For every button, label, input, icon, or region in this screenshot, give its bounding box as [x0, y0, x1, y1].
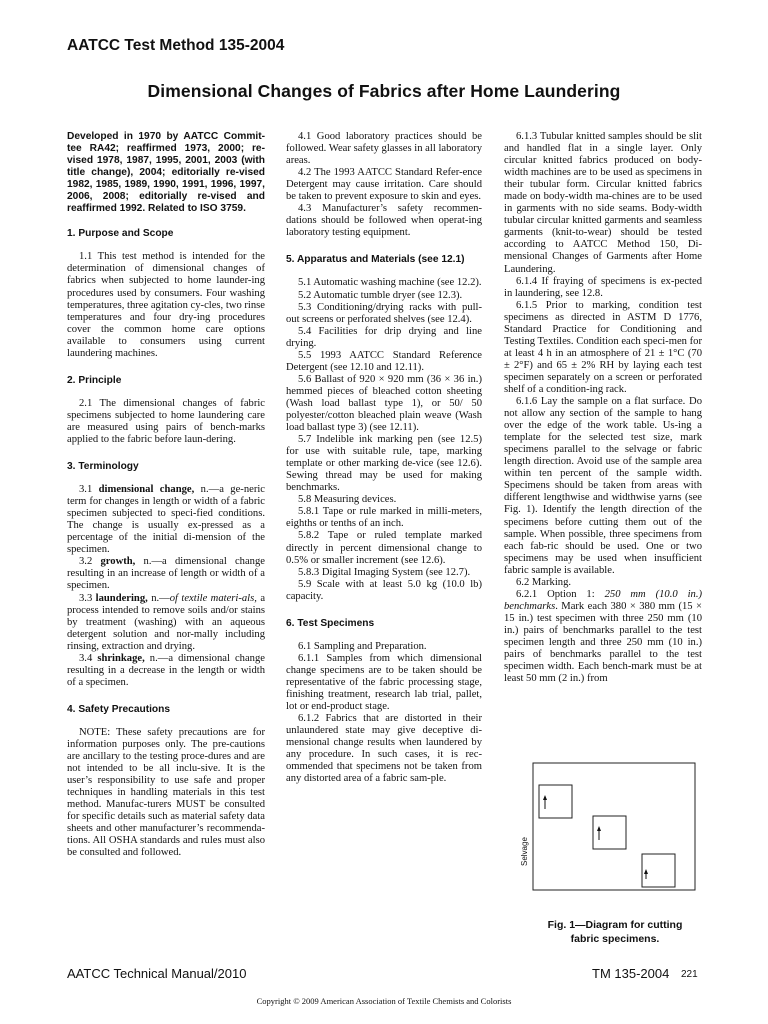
paragraph-5-8: 5.8 Measuring devices. [298, 494, 397, 506]
paragraph-5-3: 5.3 Conditioning/drying racks with pull-out screens or perforated shelves (see 12.4). [286, 301, 482, 325]
specimen-3 [642, 854, 675, 887]
paragraph-5-4: 5.4 Facilities for drip drying and line drying. [286, 325, 482, 349]
paragraph-5-7: 5.7 Indelible ink marking pen (see 12.5) for use with suitable rule, tape, marking template or other marking de-vice (see 12.6). Sewing thread may be used for making benchmarks. [286, 434, 482, 494]
paragraph-5-2: 5.2 Automatic tumble dryer (see 12.3). [298, 289, 463, 301]
column-1 [67, 131, 265, 859]
paragraph-6-2: 6.2 Marking. [516, 576, 572, 588]
paragraph-5-8-2: 5.8.2 Tape or ruled template marked directly in percent dimensional change to 0.5% or smaller increment (see 12.6). [286, 530, 482, 566]
length-direction-arrow-icon [597, 826, 601, 840]
specimen-1 [539, 785, 572, 818]
paragraph-5-8-3: 5.8.3 Digital Imaging System (see 12.7). [298, 566, 471, 578]
paragraph-2-1: 2.1 The dimensional changes of fabric specimens subjected to home laundering care are measured using pairs of bench-marks applied to the fabric before laun-dering. [67, 397, 265, 445]
paragraph-6-1-3: 6.1.3 Tubular knitted samples should be slit and handled flat in a single layer. Only circular knitted fabrics produced on body-width machines are to be used as specimens in their tubular form. Circular knitted fabrics made on body-width ma-chines are to be used in garments with no side seams. Body-width tubular circular knitted garments and seamless garments (knit-to-wear) should be tested according to AATCC Method 150, Di-mensional Changes of Garments after Home Laundering. [504, 131, 702, 275]
length-direction-arrow-icon [543, 795, 547, 809]
fabric-sample-outline [533, 763, 695, 890]
specimen-2 [593, 816, 626, 849]
paragraph-6-2-1: 6.2.1 Option 1: 250 mm (10.0 in.) benchmarks. Mark each 380 × 380 mm (15 × 15 in.) test specimen with three 250 mm (10 in.) pairs of benchmarks parallel to the test specimen length and three 250 mm (10 in.) pairs of benchmarks parallel to the test specimen width. Each bench-mark must be at least 50 mm (2 in.) from [504, 588, 702, 685]
term-growth: 3.2 growth, n.—a dimensional change resulting in an increase of length or width of a specimen. [67, 556, 265, 592]
section-heading-purpose: 1. Purpose and Scope [67, 228, 174, 240]
section-heading-terminology: 3. Terminology [67, 461, 139, 473]
paragraph-5-6: 5.6 Ballast of 920 × 920 mm (36 × 36 in.) hemmed pieces of bleached cotton sheeting (Wash load ballast type 1), or 50/ 50 polyester/cotton bleached plain weave (Wash load ballast type 3) (see 12.11). [286, 373, 482, 434]
term-laundering: 3.3 laundering, n.—of textile materi-als, a process intended to remove soils and/or stains by treatment (washing) with an aqueous detergent solution and nor-mally including rinsing, extraction and drying. [67, 592, 266, 652]
page-number: 221 [681, 969, 698, 980]
column-2 [286, 131, 482, 785]
specimen-cutting-diagram [520, 762, 697, 892]
selvage-label: Selvage [520, 837, 529, 866]
copyright-notice: Copyright © 2009 American Association of Textile Chemists and Colorists [256, 996, 512, 1006]
paragraph-6-1-1: 6.1.1 Samples from which dimensional change specimens are to be taken should be representative of the fabric processing stage, finishing treatment, research lab trial, pallet, lot or end-product stage. [286, 652, 482, 713]
term-shrinkage: 3.4 shrinkage, n.—a dimensional change resulting in a decrease in the length or width of a specimen. [67, 652, 265, 688]
paragraph-4-1: 4.1 Good laboratory practices should be followed. Wear safety glasses in all laboratory areas. [286, 131, 482, 167]
paragraph-5-9: 5.9 Scale with at least 5.0 kg (10.0 lb) capacity. [286, 578, 482, 602]
paragraph-6-1-6: 6.1.6 Lay the sample on a flat surface. Do not allow any section of the sample to hang over the edge of the work table. Us-ing a template for the selected test size, mark specimens parallel to the selvage or fabric length direction. Avoid use of the sample area within ten percent of the sample width. Specimens should be taken from areas with different lengthwise and widthwise yarns (see Fig. 1). Identify the length direction of the specimens before cutting them out of the sample. When possible, three specimens from each fab-ric should be used. One or two specimens may be used when insufficient fabric sample is available. [504, 396, 702, 576]
safety-note: NOTE: These safety precautions are for information purposes only. The pre-cautions are ancillary to the testing proce-dures and are not intended to be all inclu-sive. It is the user’s responsibility to use safe and proper techniques in handling materials in this test method. Manufac-turers MUST be consulted for specific details such as material safety data sheets and other manufacturer’s recommenda-tions. All OSHA standards and rules must also be consulted and followed. [67, 726, 265, 859]
paragraph-6-1-4: 6.1.4 If fraying of specimens is ex-pected in laundering, see 12.8. [504, 275, 702, 299]
column-3 [504, 131, 702, 685]
section-heading-principle: 2. Principle [67, 374, 122, 386]
section-heading-safety: 4. Safety Precautions [67, 703, 171, 715]
paragraph-5-5: 5.5 1993 AATCC Standard Reference Detergent (see 12.10 and 12.11). [286, 349, 482, 373]
page-title: Dimensional Changes of Fabrics after Home Laundering [147, 81, 621, 101]
development-history: Developed in 1970 by AATCC Commit-tee RA42; reaffirmed 1973, 2000; re-vised 1978, 1987, 1995, 2001, 2003 (with title change), 2004; editorially re-vised 1982, 1985, 1989, 1990, 1991, 1996, 1997, 2006, 2008; editorially re-vised and reaffirmed 1992. Related to ISO 3759. [67, 131, 265, 215]
section-heading-apparatus: 5. Apparatus and Materials (see 12.1) [286, 254, 465, 266]
paragraph-6-1-2: 6.1.2 Fabrics that are distorted in their unlaundered state may give deceptive di-mensional change results when laundered by any procedure. In such cases, it is rec-ommended that specimens not be taken from any distorted area of a fabric sam-ple. [286, 713, 482, 785]
length-direction-arrow-icon [644, 869, 648, 879]
paragraph-5-8-1: 5.8.1 Tape or rule marked in milli-meters, eighths or tenths of an inch. [286, 506, 482, 530]
paragraph-4-3: 4.3 Manufacturer’s safety recommen-dations should be followed when operat-ing laboratory testing equipment. [286, 203, 482, 239]
paragraph-1-1: 1.1 This test method is intended for the determination of dimensional changes of fabrics when subjected to home launder-ing procedures used by consumers. Four washing temperatures, three agitation cy-cles, two rinse temperatures and four dry-ing procedures cover the common home care options available to consumers using current laundering machines. [67, 251, 265, 359]
running-header: AATCC Test Method 135-2004 [67, 37, 285, 54]
term-dimensional-change: 3.1 dimensional change, n.—a ge-neric term for changes in length or width of a fabric specimen subjected to speci-fied conditions. The change is usually ex-pressed as a percentage of the initial di-mension of the specimen. [67, 484, 265, 556]
footer-method: TM 135-2004 [592, 966, 670, 981]
figure-caption: Fig. 1—Diagram for cutting fabric specimens. [547, 919, 683, 945]
section-heading-specimens: 6. Test Specimens [286, 617, 375, 629]
paragraph-6-1: 6.1 Sampling and Preparation. [298, 640, 427, 652]
paragraph-4-2: 4.2 The 1993 AATCC Standard Refer-ence Detergent may cause irritation. Care should be taken to prevent exposure to skin and eyes. [286, 167, 482, 203]
footer-manual: AATCC Technical Manual/2010 [67, 966, 247, 981]
paragraph-5-1: 5.1 Automatic washing machine (see 12.2). [298, 277, 482, 289]
paragraph-6-1-5: 6.1.5 Prior to marking, condition test specimens as directed in ASTM D 1776, Standard Practice for Conditioning and Testing Textiles. Condition each speci-men for at least 4 h in an atmosphere of 21 ± 1°C (70 ± 2°F) and 65 ± 2% RH by laying each test specimen separately on a screen or perforated shelf of a condition-ing rack. [504, 299, 702, 395]
